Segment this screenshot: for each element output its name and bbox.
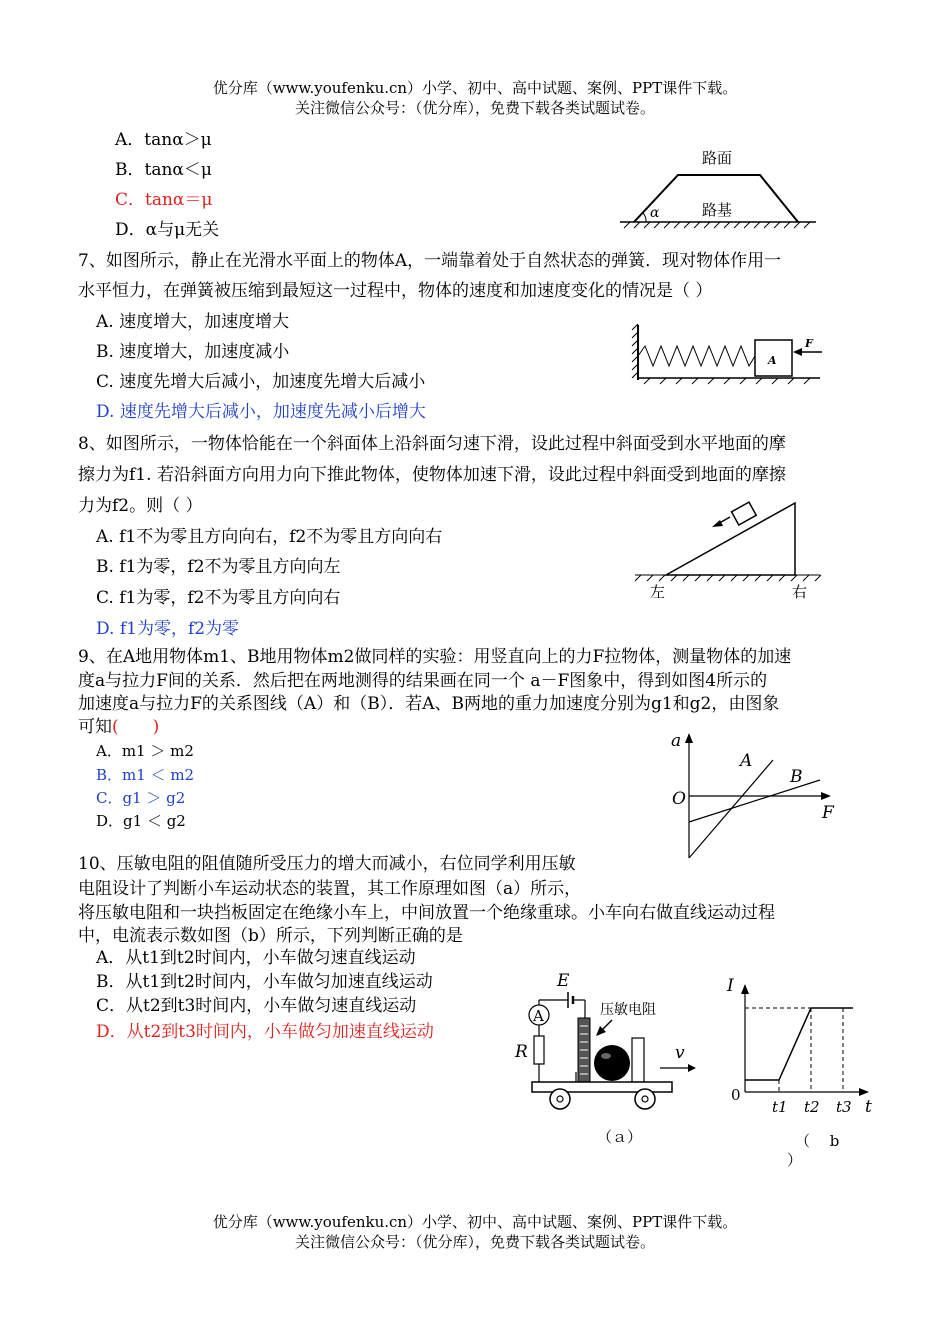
q6-option-c: C．tanα＝μ <box>115 190 213 210</box>
q10-y-axis-label: I <box>727 976 734 996</box>
q10-resistor-label: R <box>515 1042 528 1062</box>
q10-fig-b-caption-1: （ b <box>795 1132 840 1150</box>
q6-option-d: D．α与μ无关 <box>115 220 220 240</box>
q10-t1-label: t1 <box>772 1098 788 1116</box>
q6-option-b: B．tanα＜μ <box>115 160 212 180</box>
q7-stem-line-1: 7、如图所示，静止在光滑水平面上的物体A，一端靠着处于自然状态的弹簧．现对物体作用一 <box>78 251 782 271</box>
q10-option-c: C．从t2到t3时间内，小车做匀速直线运动 <box>96 996 417 1016</box>
q7-option-d: D. 速度先增大后减小，加速度先减小后增大 <box>96 402 426 422</box>
q7-block-label: A <box>768 354 777 367</box>
q10-emf-label: E <box>557 971 570 991</box>
q10-stem-line-4: 中，电流表示数如图（b）所示，下列判断正确的是 <box>78 926 463 946</box>
q10-sensor-label: 压敏电阻 <box>600 1002 656 1018</box>
q7-option-a: A. 速度增大，加速度增大 <box>96 312 290 332</box>
q10-current-time-graph <box>725 972 875 1172</box>
footer-line-2: 关注微信公众号：（优分库），免费下载各类试题试卷。 <box>294 1233 655 1251</box>
q10-t3-label: t3 <box>836 1098 852 1116</box>
q6-roadbed-label: 路基 <box>702 201 733 219</box>
q8-stem-line-2: 擦力为f1. 若沿斜面方向用力向下推此物体，使物体加速下滑，设此过程中斜面受到地面的摩擦 <box>78 465 786 485</box>
q9-option-d: D．g1 ＜ g2 <box>96 812 186 830</box>
q10-origin-label: 0 <box>731 1086 741 1104</box>
q7-option-b: B. 速度增大，加速度减小 <box>96 342 290 362</box>
q10-option-a: A．从t1到t2时间内，小车做匀速直线运动 <box>96 948 416 968</box>
q7-option-c: C. 速度先增大后减小，加速度先增大后减小 <box>96 372 426 392</box>
q9-option-a: A．m1 ＞ m2 <box>96 742 194 760</box>
q7-stem-line-2: 水平恒力，在弹簧被压缩到最短这一过程中，物体的速度和加速度变化的情况是（ ） <box>78 281 713 301</box>
q9-line-b-label: B <box>790 767 803 787</box>
q9-y-axis-label: a <box>671 731 682 751</box>
q9-origin-label: O <box>672 789 686 809</box>
q10-t2-label: t2 <box>804 1098 820 1116</box>
q9-stem-line-2: 度a与拉力F间的关系．然后把在两地测得的结果画在同一个 a－F图象中，得到如图4所示的 <box>78 671 768 691</box>
q6-option-a: A．tanα＞μ <box>115 130 212 150</box>
q9-stem-line-3: 加速度a与拉力F的关系图线（A）和（B）．若A、B两地的重力加速度分别为g1和g2，由图象 <box>78 694 780 714</box>
q8-option-d: D. f1为零，f2为零 <box>96 619 240 639</box>
q8-incline-figure <box>630 495 830 605</box>
q9-line-a-label: A <box>740 751 753 771</box>
q10-stem-line-2: 电阻设计了判断小车运动状态的装置，其工作原理如图（a）所示， <box>78 879 582 899</box>
q8-left-label: 左 <box>650 583 666 601</box>
footer-line-1: 优分库（www.youfenku.cn）小学、初中、高中试题、案例、PPT课件下载。 <box>212 1213 738 1231</box>
q10-fig-b-caption-2: ） <box>787 1151 803 1169</box>
q9-option-b: B．m1 ＜ m2 <box>96 766 195 784</box>
q9-stem-line-4: 可知 <box>78 717 112 737</box>
q9-answer-paren: ( ) <box>112 717 160 737</box>
q8-option-a: A. f1不为零且方向向右，f2不为零且方向向右 <box>96 527 443 547</box>
q8-stem-line-3: 力为f2。则（ ） <box>78 496 203 516</box>
header-line-1: 优分库（www.youfenku.cn）小学、初中、高中试题、案例、PPT课件下载。 <box>212 79 738 97</box>
q9-x-axis-label: F <box>822 803 834 823</box>
q9-af-graph <box>665 730 845 865</box>
q7-spring-figure <box>630 320 830 385</box>
q8-option-c: C. f1为零，f2不为零且方向向右 <box>96 588 341 608</box>
q6-angle-label: α <box>650 205 660 221</box>
q8-option-b: B. f1为零，f2不为零且方向向左 <box>96 557 341 577</box>
q10-option-b: B．从t1到t2时间内，小车做匀加速直线运动 <box>96 972 433 992</box>
q10-option-d: D．从t2到t3时间内，小车做匀加速直线运动 <box>96 1022 434 1042</box>
q10-velocity-label: v <box>675 1043 685 1063</box>
q10-stem-line-3: 将压敏电阻和一块挡板固定在绝缘小车上，中间放置一个绝缘重球。小车向右做直线运动过程 <box>78 903 775 923</box>
q8-stem-line-1: 8、如图所示，一物体恰能在一个斜面体上沿斜面匀速下滑，设此过程中斜面受到水平地面的摩 <box>78 434 786 454</box>
q6-road-surface-label: 路面 <box>702 149 733 167</box>
header-line-2: 关注微信公众号：（优分库），免费下载各类试题试卷。 <box>294 99 655 117</box>
q10-ammeter-label: A <box>533 1007 544 1025</box>
q10-circuit-cart-figure <box>510 968 710 1148</box>
q8-right-label: 右 <box>792 583 808 601</box>
q10-x-axis-label: t <box>865 1097 872 1117</box>
q6-road-figure <box>620 145 820 235</box>
q10-fig-a-caption: （ａ） <box>597 1128 643 1146</box>
q7-force-label: F <box>805 337 813 350</box>
q10-stem-line-1: 10、压敏电阻的阻值随所受压力的增大而减小，右位同学利用压敏 <box>78 854 576 874</box>
q9-stem-line-1: 9、在A地用物体m1、B地用物体m2做同样的实验：用竖直向上的力F拉物体，测量物体的加速 <box>78 647 792 667</box>
q9-option-c: C．g1 ＞ g2 <box>96 789 186 807</box>
